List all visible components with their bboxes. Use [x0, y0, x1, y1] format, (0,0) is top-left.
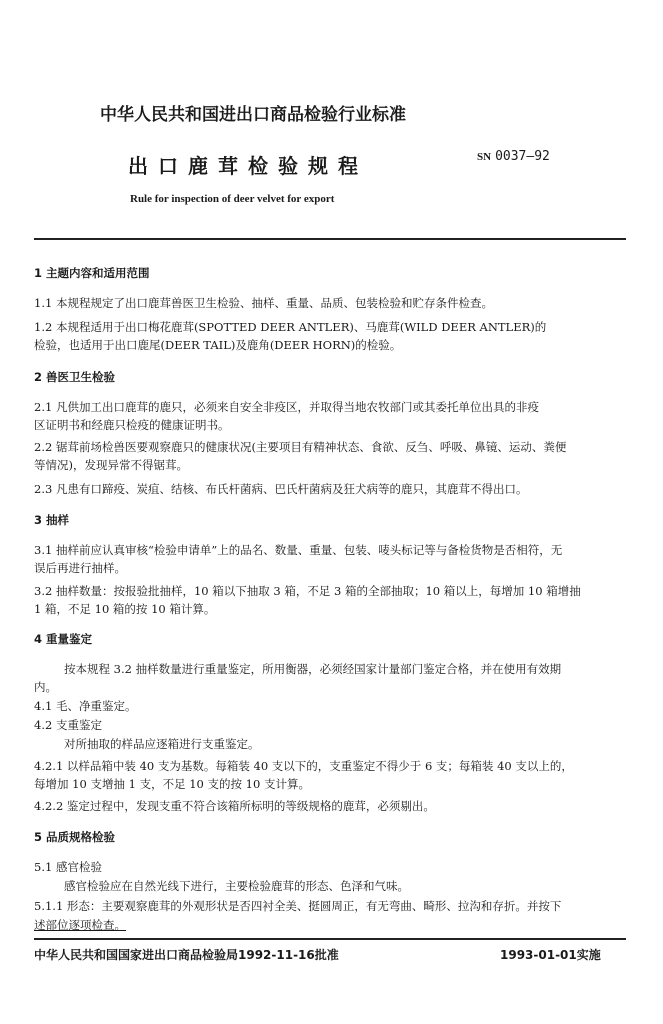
body-line: 检验，也适用于出口鹿尾(DEER TAIL)及鹿角(DEER HORN)的检验。	[34, 338, 402, 352]
standard-prefix: SN	[477, 151, 492, 163]
body-line: 4.1 毛、净重鉴定。	[34, 699, 137, 713]
body-line: 4.2 支重鉴定	[34, 718, 102, 732]
body-line: 5.1.1 形态：主要观察鹿茸的外观形状是否四衬全美、挺圆周正，有无弯曲、畸形、拉沟和存折。并按下	[34, 899, 562, 913]
document-title: 出口鹿茸检验规程	[128, 154, 368, 178]
body-line: 区证明书和经鹿只检疫的健康证明书。	[34, 418, 230, 432]
body-line: 按本规程 3.2 抽样数量进行重量鉴定，所用衡器，必须经国家计量部门鉴定合格，并在使用有效期	[64, 662, 562, 676]
body-line: 3.1 抽样前应认真审核“检验申请单”上的品名、数量、重量、包装、唛头标记等与备检货物是否相符，无	[34, 543, 563, 557]
effective-date: 1993-01-01实施	[500, 948, 601, 962]
body-line: 等情况)，发现异常不得锯茸。	[34, 458, 188, 472]
body-line: 述部位逐项检查。	[34, 918, 126, 932]
standard-number-value: 0037—92	[495, 149, 550, 164]
section-heading: 5 品质规格检验	[34, 830, 116, 844]
body-line: 2.3 凡患有口蹄疫、炭疽、结核、布氏杆菌病、巴氏杆菌病及狂犬病等的鹿只，其鹿茸不得出口。	[34, 482, 528, 496]
standard-organization: 中华人民共和国进出口商品检验行业标准	[100, 105, 406, 125]
body-line: 4.2.1 以样品箱中装 40 支为基数。每箱装 40 支以下的，支重鉴定不得少于 6 支；每箱装 40 支以上的，	[34, 759, 573, 773]
body-line: 1 箱，不足 10 箱的按 10 箱计算。	[34, 602, 216, 616]
body-line: 4.2.2 鉴定过程中，发现支重不符合该箱所标明的等级规格的鹿茸，必须剔出。	[34, 799, 435, 813]
body-line: 3.2 抽样数量：按报验批抽样，10 箱以下抽取 3 箱，不足 3 箱的全部抽取；10 箱以上，每增加 10 箱增抽	[34, 584, 581, 598]
standard-number	[477, 149, 550, 164]
section-heading: 4 重量鉴定	[34, 632, 93, 646]
body-line: 1.1 本规程规定了出口鹿茸兽医卫生检验、抽样、重量、品质、包装检验和贮存条件检查。	[34, 296, 493, 310]
section-heading: 2 兽医卫生检验	[34, 370, 116, 384]
approval-info: 中华人民共和国国家进出口商品检验局1992-11-16批准	[34, 948, 339, 962]
section-heading: 1 主题内容和适用范围	[34, 266, 150, 280]
body-line: 5.1 感官检验	[34, 860, 102, 874]
section-heading: 3 抽样	[34, 513, 70, 527]
footer-divider	[34, 938, 626, 940]
body-line: 1.2 本规程适用于出口梅花鹿茸(SPOTTED DEER ANTLER)、马鹿茸(WILD DEER ANTLER)的	[34, 320, 547, 334]
body-line: 内。	[34, 680, 57, 694]
body-line: 每增加 10 支增抽 1 支，不足 10 支的按 10 支计算。	[34, 777, 310, 791]
body-line: 2.2 锯茸前场检兽医要观察鹿只的健康状况(主要项目有精神状态、食欲、反刍、呼吸、鼻镜、运动、粪便	[34, 440, 567, 454]
body-line: 2.1 凡供加工出口鹿茸的鹿只，必须来自安全非疫区，并取得当地农牧部门或其委托单位出具的非疫	[34, 400, 539, 414]
header-divider	[34, 238, 626, 240]
body-line: 对所抽取的样品应逐箱进行支重鉴定。	[64, 737, 260, 751]
body-line: 误后再进行抽样。	[34, 561, 126, 575]
document-title-english: Rule for inspection of deer velvet for export	[130, 193, 335, 205]
body-line: 感官检验应在自然光线下进行，主要检验鹿茸的形态、色泽和气味。	[64, 879, 409, 893]
